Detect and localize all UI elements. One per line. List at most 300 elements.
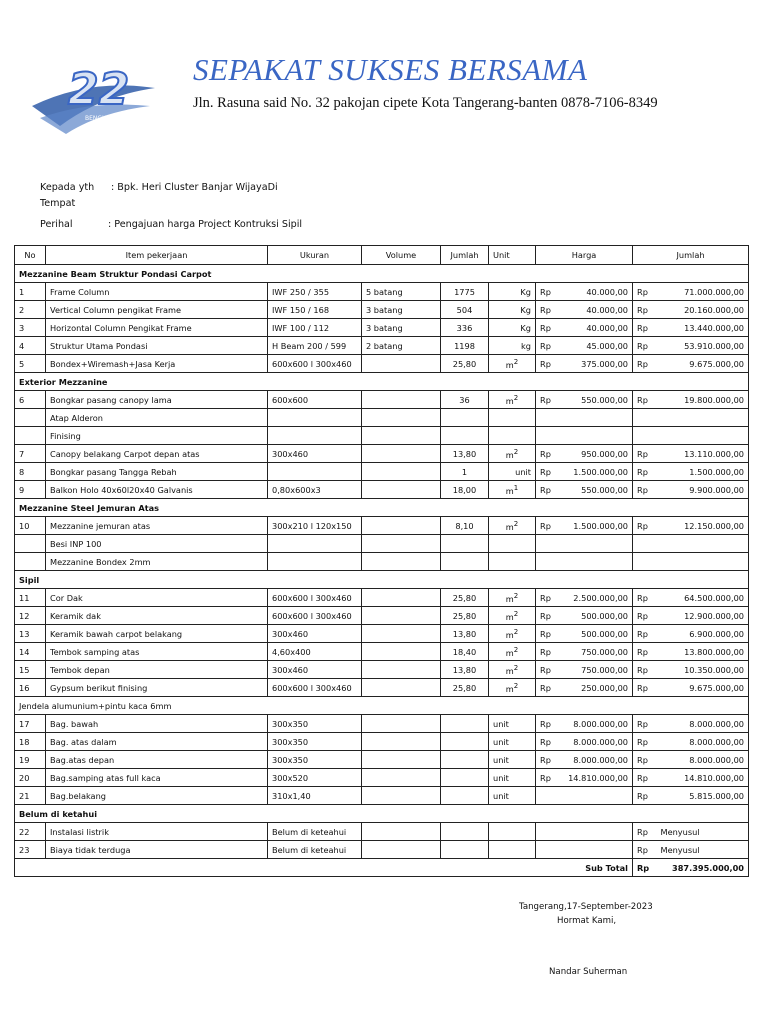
cell-total: 5.815.000,00 (657, 787, 749, 805)
cell-total: Menyusul (657, 841, 749, 859)
cell-jumlah (441, 427, 489, 445)
cell-jumlah: 13,80 (441, 625, 489, 643)
cell-item: Keramik bawah carpot belakang (46, 625, 268, 643)
cell-harga-currency: Rp (536, 481, 560, 499)
unit-text: m (505, 449, 514, 460)
cell-no: 16 (15, 679, 46, 697)
table-row (15, 427, 749, 445)
cell-item: Atap Alderon (46, 409, 268, 427)
col-header-harga: Harga (536, 246, 633, 265)
cell-jumlah: 1775 (441, 283, 489, 301)
unit-text: Kg (520, 286, 531, 297)
cell-total: 12.900.000,00 (657, 607, 749, 625)
subtotal-label: Sub Total (15, 859, 633, 877)
table-row (15, 463, 749, 481)
table-row (15, 391, 749, 409)
cell-total: 20.160.000,00 (657, 301, 749, 319)
cell-ukuran: 600x600 l 300x460 (268, 679, 362, 697)
cell-total-currency: Rp (633, 283, 657, 301)
table-row (15, 625, 749, 643)
cell-volume (362, 679, 441, 697)
cell-no: 20 (15, 769, 46, 787)
cell-no (15, 535, 46, 553)
cell-unit (489, 535, 536, 553)
cell-harga: 40.000,00 (560, 301, 633, 319)
cell-ukuran: 300x350 (268, 733, 362, 751)
col-header-no: No (15, 246, 46, 265)
cell-harga: 14.810.000,00 (560, 769, 633, 787)
cell-item: Bag.atas depan (46, 751, 268, 769)
cell-unit (489, 301, 536, 319)
table-row (15, 517, 749, 535)
cell-item: Finising (46, 427, 268, 445)
cell-jumlah: 18,00 (441, 481, 489, 499)
unit-text: unit (493, 772, 509, 783)
cell-unit (489, 283, 536, 301)
cell-total: 64.500.000,00 (657, 589, 749, 607)
cell-no: 7 (15, 445, 46, 463)
cell-harga-currency: Rp (536, 463, 560, 481)
unit-text: kg (521, 340, 531, 351)
cell-harga-currency: Rp (536, 283, 560, 301)
cell-volume (362, 607, 441, 625)
cell-total: 9.675.000,00 (657, 355, 749, 373)
cell-total-currency: Rp (633, 643, 657, 661)
cell-harga-currency (536, 841, 560, 859)
cell-harga: 40.000,00 (560, 283, 633, 301)
cell-volume (362, 841, 441, 859)
cell-total-currency: Rp (633, 661, 657, 679)
section-title: Sipil (15, 571, 749, 589)
closing-text: Hormat Kami, (557, 916, 617, 926)
cell-item: Gypsum berikut finising (46, 679, 268, 697)
unit-exponent: 2 (513, 519, 519, 528)
cell-no: 3 (15, 319, 46, 337)
cell-item: Horizontal Column Pengikat Frame (46, 319, 268, 337)
unit-text: m (505, 395, 514, 406)
subject-label: Perihal (40, 219, 73, 230)
cell-harga-currency (536, 535, 560, 553)
cell-ukuran: 310x1,40 (268, 787, 362, 805)
place-label: Tempat (40, 198, 76, 209)
cell-total-currency: Rp (633, 823, 657, 841)
cell-total-currency (633, 553, 657, 571)
cell-jumlah: 25,80 (441, 607, 489, 625)
cell-total-currency: Rp (633, 841, 657, 859)
cell-no: 19 (15, 751, 46, 769)
cell-total-currency (633, 535, 657, 553)
cell-jumlah (441, 751, 489, 769)
cell-ukuran: IWF 150 / 168 (268, 301, 362, 319)
cell-harga-currency: Rp (536, 679, 560, 697)
unit-exponent: 2 (513, 357, 519, 366)
cell-unit (489, 445, 536, 463)
cell-jumlah: 13,80 (441, 445, 489, 463)
cell-harga-currency: Rp (536, 355, 560, 373)
cell-ukuran (268, 535, 362, 553)
cell-ukuran: 300x460 (268, 661, 362, 679)
cell-harga-currency: Rp (536, 643, 560, 661)
cell-ukuran: 300x210 l 120x150 (268, 517, 362, 535)
cell-total-currency: Rp (633, 769, 657, 787)
unit-text: unit (493, 790, 509, 801)
unit-text: m (505, 611, 514, 622)
cell-no: 21 (15, 787, 46, 805)
cell-unit (489, 715, 536, 733)
cell-item: Bag.belakang (46, 787, 268, 805)
cell-unit (489, 823, 536, 841)
cell-no: 18 (15, 733, 46, 751)
letter-date: Tangerang,17-September-2023 (519, 902, 653, 912)
cell-total: 8.000.000,00 (657, 751, 749, 769)
cell-unit (489, 391, 536, 409)
cell-ukuran: 4,60x400 (268, 643, 362, 661)
cell-harga-currency: Rp (536, 715, 560, 733)
cell-ukuran (268, 553, 362, 571)
table-row (15, 481, 749, 499)
cell-total-currency: Rp (633, 319, 657, 337)
cell-volume: 3 batang (362, 301, 441, 319)
section-row (15, 697, 749, 715)
cell-total: 12.150.000,00 (657, 517, 749, 535)
cell-harga: 8.000.000,00 (560, 733, 633, 751)
cell-item: Tembok samping atas (46, 643, 268, 661)
cell-unit (489, 319, 536, 337)
unit-text: Kg (520, 304, 531, 315)
cell-jumlah (441, 715, 489, 733)
cell-harga (560, 409, 633, 427)
cell-unit (489, 553, 536, 571)
cell-total-currency: Rp (633, 787, 657, 805)
table-row (15, 337, 749, 355)
recipient-label: Kepada yth (40, 182, 95, 193)
cell-unit (489, 463, 536, 481)
cell-item: Struktur Utama Pondasi (46, 337, 268, 355)
cell-harga-currency: Rp (536, 769, 560, 787)
col-header-jumlah: Jumlah (441, 246, 489, 265)
cell-total (657, 535, 749, 553)
cell-total: 1.500.000,00 (657, 463, 749, 481)
subtotal-row (15, 859, 749, 877)
cell-total: 10.350.000,00 (657, 661, 749, 679)
cell-total-currency: Rp (633, 355, 657, 373)
cell-harga: 2.500.000,00 (560, 589, 633, 607)
unit-text: m (505, 485, 514, 496)
cell-item: Balkon Holo 40x60l20x40 Galvanis (46, 481, 268, 499)
cell-unit (489, 427, 536, 445)
cell-item: Cor Dak (46, 589, 268, 607)
cell-ukuran: IWF 100 / 112 (268, 319, 362, 337)
cell-item: Besi INP 100 (46, 535, 268, 553)
col-header-item: Item pekerjaan (46, 246, 268, 265)
cell-unit (489, 607, 536, 625)
cell-harga-currency (536, 427, 560, 445)
cell-no: 9 (15, 481, 46, 499)
cell-harga: 550.000,00 (560, 481, 633, 499)
cell-harga (560, 553, 633, 571)
unit-text: unit (493, 754, 509, 765)
cell-item: Bag.samping atas full kaca (46, 769, 268, 787)
cell-harga-currency: Rp (536, 301, 560, 319)
cell-no: 1 (15, 283, 46, 301)
col-header-volume: Volume (362, 246, 441, 265)
cell-harga: 500.000,00 (560, 607, 633, 625)
cell-unit (489, 337, 536, 355)
table-row (15, 679, 749, 697)
cell-harga (560, 787, 633, 805)
cell-volume (362, 463, 441, 481)
cell-volume (362, 751, 441, 769)
cell-ukuran (268, 463, 362, 481)
cell-harga: 750.000,00 (560, 661, 633, 679)
cell-unit (489, 517, 536, 535)
section-title: Belum di ketahui (15, 805, 749, 823)
cell-no: 22 (15, 823, 46, 841)
table-row (15, 589, 749, 607)
unit-exponent: 2 (513, 447, 519, 456)
cell-jumlah: 18,40 (441, 643, 489, 661)
cell-no: 10 (15, 517, 46, 535)
cell-harga-currency: Rp (536, 661, 560, 679)
section-title: Mezzanine Beam Struktur Pondasi Carpot (15, 265, 749, 283)
cell-jumlah: 25,80 (441, 589, 489, 607)
company-address: Jln. Rasuna said No. 32 pakojan cipete Kota Tangerang-banten 0878-7106-8349 (193, 95, 658, 111)
table-row (15, 445, 749, 463)
cell-harga-currency: Rp (536, 337, 560, 355)
col-header-ukuran: Ukuran (268, 246, 362, 265)
cell-volume (362, 661, 441, 679)
cell-total: Menyusul (657, 823, 749, 841)
cell-ukuran: 300x460 (268, 625, 362, 643)
cell-unit (489, 643, 536, 661)
table-row (15, 607, 749, 625)
cell-ukuran: 300x350 (268, 715, 362, 733)
cell-ukuran: Belum di keteahui (268, 841, 362, 859)
unit-text: m (505, 521, 514, 532)
cell-jumlah: 13,80 (441, 661, 489, 679)
cell-total: 13.440.000,00 (657, 319, 749, 337)
cell-jumlah: 336 (441, 319, 489, 337)
cell-volume (362, 517, 441, 535)
cell-unit (489, 661, 536, 679)
unit-exponent: 2 (513, 591, 519, 600)
cell-jumlah: 1198 (441, 337, 489, 355)
unit-text: unit (493, 736, 509, 747)
cell-volume (362, 355, 441, 373)
cell-unit (489, 625, 536, 643)
table-row (15, 355, 749, 373)
cell-item: Mezzanine jemuran atas (46, 517, 268, 535)
cell-total-currency: Rp (633, 733, 657, 751)
cell-harga: 250.000,00 (560, 679, 633, 697)
cell-item: Bag. bawah (46, 715, 268, 733)
cell-total: 14.810.000,00 (657, 769, 749, 787)
cell-harga: 1.500.000,00 (560, 517, 633, 535)
cell-total-currency (633, 409, 657, 427)
cell-volume (362, 553, 441, 571)
table-row (15, 841, 749, 859)
unit-text: m (505, 647, 514, 658)
cell-no: 13 (15, 625, 46, 643)
table-row (15, 409, 749, 427)
cell-no: 15 (15, 661, 46, 679)
cell-unit (489, 733, 536, 751)
recipient-value: : Bpk. Heri Cluster Banjar WijayaDi (111, 182, 278, 193)
cell-jumlah: 504 (441, 301, 489, 319)
cell-jumlah: 36 (441, 391, 489, 409)
cell-no (15, 427, 46, 445)
table-row (15, 643, 749, 661)
cell-volume (362, 625, 441, 643)
cell-volume (362, 823, 441, 841)
section-title: Jendela alumunium+pintu kaca 6mm (15, 697, 749, 715)
cell-harga (560, 427, 633, 445)
cell-jumlah: 1 (441, 463, 489, 481)
cell-harga: 8.000.000,00 (560, 751, 633, 769)
unit-exponent: 2 (513, 393, 519, 402)
table-row (15, 751, 749, 769)
cell-no: 4 (15, 337, 46, 355)
cell-unit (489, 841, 536, 859)
unit-exponent: 2 (513, 627, 519, 636)
cell-no: 12 (15, 607, 46, 625)
cell-total-currency: Rp (633, 481, 657, 499)
cell-no: 11 (15, 589, 46, 607)
cell-total: 9.675.000,00 (657, 679, 749, 697)
cell-harga-currency: Rp (536, 733, 560, 751)
cell-total-currency: Rp (633, 589, 657, 607)
cell-harga-currency: Rp (536, 319, 560, 337)
unit-exponent: 2 (513, 645, 519, 654)
cell-item: Bongkar pasang canopy lama (46, 391, 268, 409)
cell-ukuran: 0,80x600x3 (268, 481, 362, 499)
cell-volume: 2 batang (362, 337, 441, 355)
currency-label: Rp (633, 859, 657, 877)
section-row (15, 805, 749, 823)
cell-volume (362, 535, 441, 553)
cell-total (657, 427, 749, 445)
cell-volume (362, 445, 441, 463)
cell-total: 9.900.000,00 (657, 481, 749, 499)
cell-harga: 950.000,00 (560, 445, 633, 463)
table-row (15, 823, 749, 841)
svg-text:22: 22 (68, 64, 130, 115)
cell-harga-currency: Rp (536, 625, 560, 643)
cell-harga-currency (536, 409, 560, 427)
table-row (15, 553, 749, 571)
cell-item: Tembok depan (46, 661, 268, 679)
subtotal-value: 387.395.000,00 (657, 859, 749, 877)
cell-unit (489, 355, 536, 373)
cell-total-currency: Rp (633, 715, 657, 733)
unit-text: unit (493, 718, 509, 729)
cell-harga-currency: Rp (536, 607, 560, 625)
cell-item: Bongkar pasang Tangga Rebah (46, 463, 268, 481)
svg-text:BENGKEL LAS: BENGKEL LAS (85, 115, 127, 122)
cell-ukuran: 600x600 l 300x460 (268, 607, 362, 625)
unit-text: m (505, 593, 514, 604)
cell-harga: 375.000,00 (560, 355, 633, 373)
cell-jumlah (441, 409, 489, 427)
cell-no: 5 (15, 355, 46, 373)
table-row (15, 661, 749, 679)
cell-total-currency (633, 427, 657, 445)
cell-total-currency: Rp (633, 301, 657, 319)
cell-total-currency: Rp (633, 445, 657, 463)
section-row (15, 571, 749, 589)
cell-jumlah: 25,80 (441, 355, 489, 373)
cell-ukuran: Belum di keteahui (268, 823, 362, 841)
cell-ukuran: 600x600 l 300x460 (268, 355, 362, 373)
cell-unit (489, 589, 536, 607)
cell-jumlah (441, 787, 489, 805)
cell-jumlah (441, 733, 489, 751)
cell-harga: 500.000,00 (560, 625, 633, 643)
section-row (15, 265, 749, 283)
unit-text: m (505, 629, 514, 640)
cell-total: 53.910.000,00 (657, 337, 749, 355)
cell-item: Bag. atas dalam (46, 733, 268, 751)
col-header-total: Jumlah (633, 246, 749, 265)
table-row (15, 283, 749, 301)
cell-total: 6.900.000,00 (657, 625, 749, 643)
cell-unit (489, 481, 536, 499)
cell-volume (362, 643, 441, 661)
cell-jumlah (441, 769, 489, 787)
table-row (15, 535, 749, 553)
cell-jumlah (441, 553, 489, 571)
cell-harga: 750.000,00 (560, 643, 633, 661)
cell-ukuran: 300x460 (268, 445, 362, 463)
cell-unit (489, 751, 536, 769)
cell-volume (362, 589, 441, 607)
cell-total-currency: Rp (633, 517, 657, 535)
cell-unit (489, 679, 536, 697)
cell-no: 14 (15, 643, 46, 661)
cell-total: 8.000.000,00 (657, 733, 749, 751)
cell-jumlah: 8,10 (441, 517, 489, 535)
cell-total: 71.000.000,00 (657, 283, 749, 301)
subject-value: : Pengajuan harga Project Kontruksi Sipil (108, 219, 303, 230)
unit-text: m (505, 359, 514, 370)
cell-ukuran: IWF 250 / 355 (268, 283, 362, 301)
section-row (15, 373, 749, 391)
signer-name: Nandar Suherman (549, 967, 628, 977)
cell-total (657, 553, 749, 571)
cell-no (15, 553, 46, 571)
cell-harga (560, 535, 633, 553)
cell-harga-currency: Rp (536, 751, 560, 769)
cell-item: Instalasi listrik (46, 823, 268, 841)
cell-total (657, 409, 749, 427)
unit-text: m (505, 683, 514, 694)
cell-item: Biaya tidak terduga (46, 841, 268, 859)
section-title: Exterior Mezzanine (15, 373, 749, 391)
table-row (15, 715, 749, 733)
cell-jumlah (441, 841, 489, 859)
cell-harga-currency (536, 553, 560, 571)
cell-harga: 40.000,00 (560, 319, 633, 337)
cell-ukuran (268, 409, 362, 427)
company-name: SEPAKAT SUKSES BERSAMA (193, 52, 588, 87)
cell-item: Mezzanine Bondex 2mm (46, 553, 268, 571)
cell-no: 8 (15, 463, 46, 481)
unit-exponent: 2 (513, 663, 519, 672)
cell-item: Bondex+Wiremash+Jasa Kerja (46, 355, 268, 373)
cell-unit (489, 769, 536, 787)
cell-volume: 5 batang (362, 283, 441, 301)
cell-total-currency: Rp (633, 463, 657, 481)
